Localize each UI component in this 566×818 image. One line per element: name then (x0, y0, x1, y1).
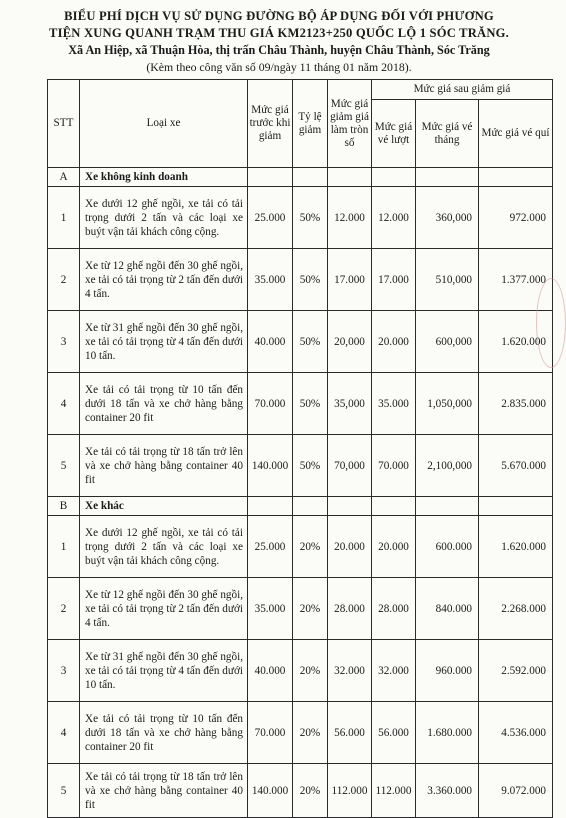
row-per-trip: 17.000 (372, 249, 416, 311)
table-row (48, 435, 553, 497)
row-rate: 50% (293, 311, 328, 373)
row-rate: 20% (293, 702, 328, 764)
section-empty-cell (479, 168, 553, 187)
table-row (48, 249, 553, 311)
col-header-stt: STT (48, 80, 80, 168)
table-row (48, 373, 553, 435)
col-header-after-group: Mức giá sau giảm giá (372, 80, 553, 100)
row-monthly: 1,050,000 (416, 373, 479, 435)
row-price-rounded: 28.000 (328, 578, 372, 640)
row-per-trip: 70.000 (372, 435, 416, 497)
row-stt: 5 (48, 764, 80, 818)
row-price-rounded: 12.000 (328, 187, 372, 249)
row-price-rounded: 17.000 (328, 249, 372, 311)
row-per-trip: 32.000 (372, 640, 416, 702)
reference-line: (Kèm theo công văn số 09/ngày 11 tháng 01 năm 2018). (146, 60, 412, 74)
row-price-before: 70.000 (248, 373, 293, 435)
table-row (48, 516, 553, 578)
row-price-rounded: 32.000 (328, 640, 372, 702)
row-quarterly: 1.377.000 (479, 249, 553, 311)
row-per-trip: 112.000 (372, 764, 416, 818)
section-empty-cell (248, 497, 293, 516)
row-vehicle: Xe tải có tải trọng từ 18 tấn trở lên và xe chở hàng bằng container 40 fit (80, 764, 248, 818)
section-title: Xe không kinh doanh (80, 168, 248, 187)
row-per-trip: 28.000 (372, 578, 416, 640)
row-price-before: 35.000 (248, 249, 293, 311)
row-rate: 20% (293, 764, 328, 818)
row-price-before: 25.000 (248, 187, 293, 249)
row-price-rounded: 20,000 (328, 311, 372, 373)
fee-table-body (48, 168, 553, 818)
document-header (0, 8, 558, 75)
row-per-trip: 56.000 (372, 702, 416, 764)
table-row (48, 764, 553, 818)
col-header-per-trip: Mức giá vé lượt (372, 100, 416, 168)
row-monthly: 360,000 (416, 187, 479, 249)
row-monthly: 600,000 (416, 311, 479, 373)
row-per-trip: 20.000 (372, 311, 416, 373)
row-stt: 1 (48, 187, 80, 249)
row-price-rounded: 35,000 (328, 373, 372, 435)
row-vehicle: Xe từ 12 ghế ngồi đến 30 ghế ngồi, xe tải có tải trọng từ 2 tấn đến dưới 4 tấn. (80, 578, 248, 640)
row-price-rounded: 70,000 (328, 435, 372, 497)
row-stt: 3 (48, 640, 80, 702)
stamp-mark (536, 278, 566, 368)
row-vehicle: Xe từ 12 ghế ngồi đến 30 ghế ngồi, xe tải có tải trọng từ 2 tấn đến dưới 4 tấn. (80, 249, 248, 311)
row-monthly: 600.000 (416, 516, 479, 578)
row-stt: 4 (48, 702, 80, 764)
row-vehicle: Xe dưới 12 ghế ngồi, xe tải có tải trọng dưới 2 tấn và các loại xe buýt vận tải khách công cộng. (80, 187, 248, 249)
row-monthly: 960.000 (416, 640, 479, 702)
row-quarterly: 2.268.000 (479, 578, 553, 640)
row-rate: 50% (293, 435, 328, 497)
row-monthly: 840.000 (416, 578, 479, 640)
row-quarterly: 4.536.000 (479, 702, 553, 764)
section-empty-cell (293, 497, 328, 516)
col-header-vehicle: Loại xe (80, 80, 248, 168)
section-empty-cell (479, 497, 553, 516)
col-header-price-rounded: Mức giá giảm giá làm tròn số (328, 80, 372, 168)
row-rate: 50% (293, 187, 328, 249)
section-code: A (48, 168, 80, 187)
col-header-rate: Tỷ lệ giảm (293, 80, 328, 168)
table-row (48, 702, 553, 764)
row-quarterly: 9.072.000 (479, 764, 553, 818)
row-price-rounded: 56.000 (328, 702, 372, 764)
row-vehicle: Xe dưới 12 ghế ngồi, xe tải có tải trọng dưới 2 tấn và các loại xe buýt vận tải khách công cộng. (80, 516, 248, 578)
section-title: Xe khác (80, 497, 248, 516)
section-empty-cell (328, 168, 372, 187)
row-stt: 5 (48, 435, 80, 497)
row-price-before: 40.000 (248, 311, 293, 373)
header-row-1 (48, 80, 553, 100)
title-line-2: TIỆN XUNG QUANH TRẠM THU GIÁ KM2123+250 QUỐC LỘ 1 SÓC TRĂNG. (49, 26, 509, 40)
row-quarterly: 972.000 (479, 187, 553, 249)
row-rate: 50% (293, 249, 328, 311)
row-rate: 20% (293, 516, 328, 578)
table-row (48, 311, 553, 373)
table-row (48, 578, 553, 640)
row-vehicle: Xe tải có tải trọng từ 10 tấn đến dưới 18 tấn và xe chở hàng bằng container 20 fit (80, 373, 248, 435)
row-vehicle: Xe từ 31 ghế ngồi đến 30 ghế ngồi, xe tải có tải trọng từ 4 tấn đến dưới 10 tấn. (80, 640, 248, 702)
row-price-rounded: 20.000 (328, 516, 372, 578)
row-price-before: 70.000 (248, 702, 293, 764)
section-row (48, 497, 553, 516)
section-empty-cell (372, 168, 416, 187)
section-empty-cell (328, 497, 372, 516)
title-line-1: BIỂU PHÍ DỊCH VỤ SỬ DỤNG ĐƯỜNG BỘ ÁP DỤNG ĐỐI VỚI PHƯƠNG (64, 9, 494, 23)
row-price-before: 140.000 (248, 764, 293, 818)
col-header-monthly: Mức giá vé tháng (416, 100, 479, 168)
location-line: Xã An Hiệp, xã Thuận Hòa, thị trấn Châu Thành, huyện Châu Thành, Sóc Trăng (68, 43, 490, 57)
row-monthly: 1.680.000 (416, 702, 479, 764)
row-price-rounded: 112.000 (328, 764, 372, 818)
col-header-price-before: Mức giá trước khi giảm (248, 80, 293, 168)
section-empty-cell (416, 168, 479, 187)
row-stt: 2 (48, 578, 80, 640)
row-quarterly: 2.835.000 (479, 373, 553, 435)
row-quarterly: 1.620.000 (479, 311, 553, 373)
row-rate: 20% (293, 578, 328, 640)
section-empty-cell (248, 168, 293, 187)
row-stt: 4 (48, 373, 80, 435)
section-empty-cell (416, 497, 479, 516)
section-code: B (48, 497, 80, 516)
row-monthly: 2,100,000 (416, 435, 479, 497)
row-per-trip: 20.000 (372, 516, 416, 578)
row-vehicle: Xe từ 31 ghế ngồi đến 30 ghế ngồi, xe tải có tải trọng từ 4 tấn đến dưới 10 tấn. (80, 311, 248, 373)
row-per-trip: 35.000 (372, 373, 416, 435)
row-stt: 3 (48, 311, 80, 373)
row-quarterly: 2.592.000 (479, 640, 553, 702)
row-price-before: 140.000 (248, 435, 293, 497)
row-quarterly: 1.620.000 (479, 516, 553, 578)
row-monthly: 510,000 (416, 249, 479, 311)
col-header-quarterly: Mức giá vé quí (479, 100, 553, 168)
row-price-before: 35.000 (248, 578, 293, 640)
row-per-trip: 12.000 (372, 187, 416, 249)
row-quarterly: 5.670.000 (479, 435, 553, 497)
table-row (48, 187, 553, 249)
table-row (48, 640, 553, 702)
section-row (48, 168, 553, 187)
row-vehicle: Xe tải có tải trọng từ 18 tấn trở lên và xe chở hàng bằng container 40 fit (80, 435, 248, 497)
row-rate: 50% (293, 373, 328, 435)
row-stt: 2 (48, 249, 80, 311)
section-empty-cell (293, 168, 328, 187)
fee-table (47, 79, 553, 818)
section-empty-cell (372, 497, 416, 516)
row-rate: 20% (293, 640, 328, 702)
row-stt: 1 (48, 516, 80, 578)
row-price-before: 25.000 (248, 516, 293, 578)
row-monthly: 3.360.000 (416, 764, 479, 818)
row-vehicle: Xe tải có tải trọng từ 10 tấn đến dưới 18 tấn và xe chở hàng bằng container 20 fit (80, 702, 248, 764)
row-price-before: 40.000 (248, 640, 293, 702)
